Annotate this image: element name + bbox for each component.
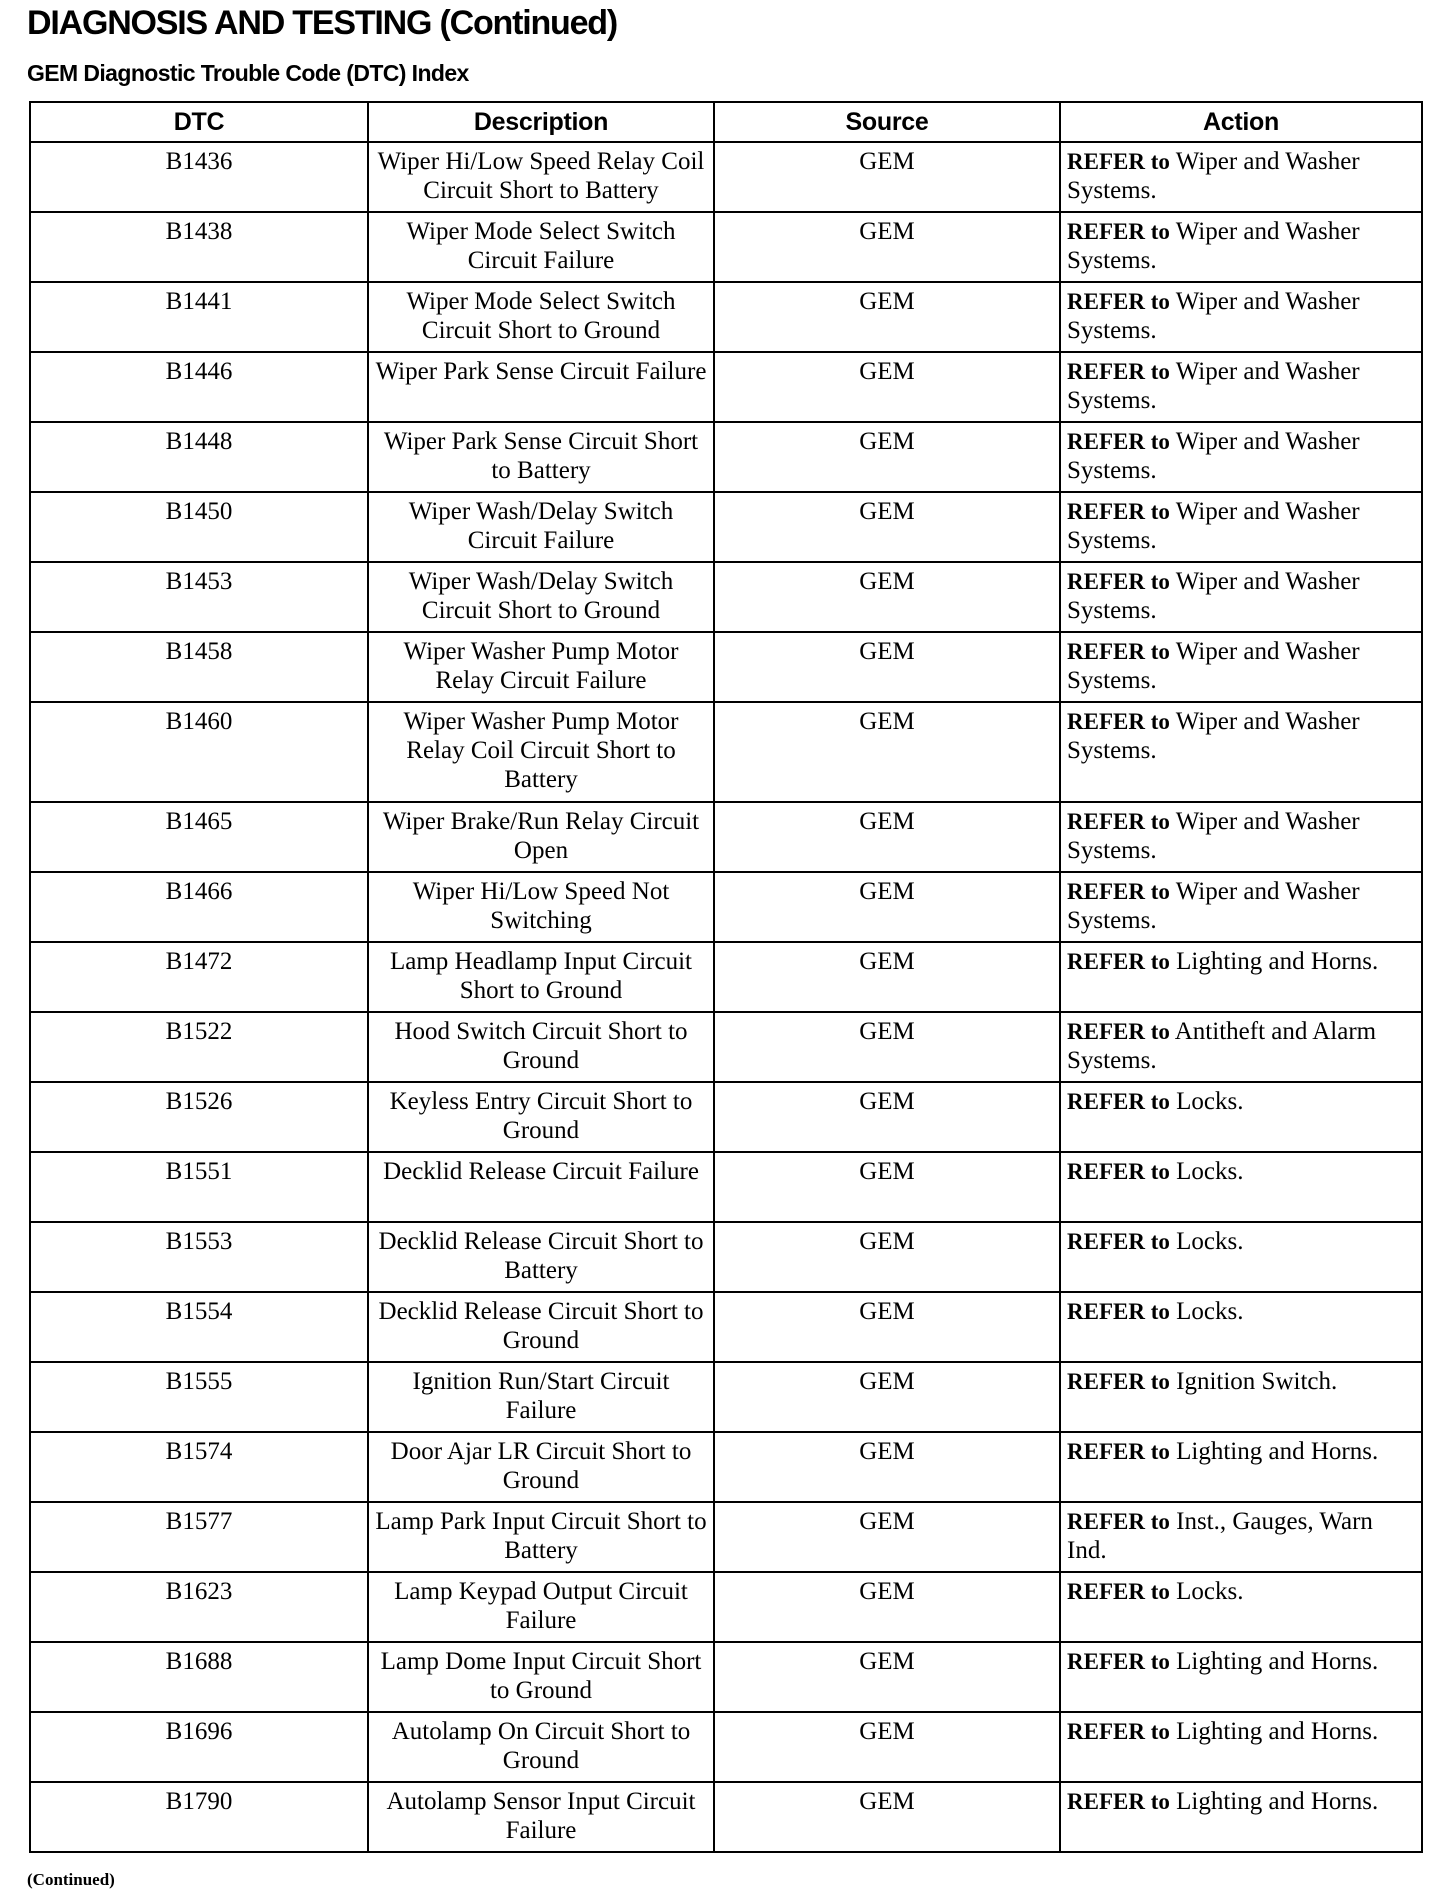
dtc-action bbox=[1060, 282, 1422, 352]
dtc-description: Wiper Brake/Run Relay Circuit Open bbox=[368, 802, 714, 872]
dtc-source: GEM bbox=[714, 632, 1060, 702]
dtc-description: Door Ajar LR Circuit Short to Ground bbox=[368, 1432, 714, 1502]
column-header-source: Source bbox=[714, 102, 1060, 142]
dtc-code: B1438 bbox=[30, 212, 368, 282]
action-target: Locks. bbox=[1176, 1228, 1244, 1255]
action-refer-label: REFER to bbox=[1067, 1089, 1170, 1114]
column-header-dtc: DTC bbox=[30, 102, 368, 142]
table-row bbox=[30, 1152, 1422, 1222]
dtc-source: GEM bbox=[714, 802, 1060, 872]
table-row bbox=[30, 872, 1422, 942]
action-refer-label: REFER to bbox=[1067, 499, 1170, 524]
dtc-description: Decklid Release Circuit Short to Battery bbox=[368, 1222, 714, 1292]
dtc-action bbox=[1060, 942, 1422, 1012]
dtc-description: Ignition Run/Start Circuit Failure bbox=[368, 1362, 714, 1432]
table-body bbox=[30, 142, 1422, 1852]
dtc-action bbox=[1060, 352, 1422, 422]
action-refer-label: REFER to bbox=[1067, 1019, 1170, 1044]
dtc-source: GEM bbox=[714, 282, 1060, 352]
table-row bbox=[30, 1012, 1422, 1082]
dtc-source: GEM bbox=[714, 1782, 1060, 1852]
continued-note: (Continued) bbox=[27, 1870, 115, 1889]
table-row bbox=[30, 212, 1422, 282]
dtc-action bbox=[1060, 632, 1422, 702]
dtc-action bbox=[1060, 1712, 1422, 1782]
action-refer-label: REFER to bbox=[1067, 879, 1170, 904]
action-refer-label: REFER to bbox=[1067, 359, 1170, 384]
dtc-code: B1526 bbox=[30, 1082, 368, 1152]
dtc-code: B1551 bbox=[30, 1152, 368, 1222]
dtc-source: GEM bbox=[714, 352, 1060, 422]
dtc-code: B1441 bbox=[30, 282, 368, 352]
table-row bbox=[30, 1782, 1422, 1852]
table-row bbox=[30, 1222, 1422, 1292]
dtc-action bbox=[1060, 492, 1422, 562]
dtc-source: GEM bbox=[714, 1012, 1060, 1082]
action-target: Antitheft and Alarm Systems. bbox=[1067, 1018, 1377, 1074]
dtc-code: B1448 bbox=[30, 422, 368, 492]
action-refer-label: REFER to bbox=[1067, 289, 1170, 314]
dtc-source: GEM bbox=[714, 872, 1060, 942]
dtc-description: Wiper Mode Select Switch Circuit Failure bbox=[368, 212, 714, 282]
table-row bbox=[30, 1712, 1422, 1782]
table-row bbox=[30, 142, 1422, 212]
action-refer-label: REFER to bbox=[1067, 219, 1170, 244]
dtc-code: B1553 bbox=[30, 1222, 368, 1292]
dtc-action bbox=[1060, 1012, 1422, 1082]
dtc-code: B1458 bbox=[30, 632, 368, 702]
action-target: Lighting and Horns. bbox=[1176, 1648, 1379, 1675]
action-refer-label: REFER to bbox=[1067, 1369, 1170, 1394]
dtc-code: B1696 bbox=[30, 1712, 368, 1782]
dtc-source: GEM bbox=[714, 142, 1060, 212]
action-target: Ignition Switch. bbox=[1176, 1368, 1338, 1395]
dtc-description: Wiper Wash/Delay Switch Circuit Failure bbox=[368, 492, 714, 562]
action-target: Lighting and Horns. bbox=[1176, 1788, 1379, 1815]
action-refer-label: REFER to bbox=[1067, 1229, 1170, 1254]
table-row bbox=[30, 1642, 1422, 1712]
dtc-code: B1436 bbox=[30, 142, 368, 212]
action-target: Wiper and Washer Systems. bbox=[1067, 358, 1360, 414]
column-header-description: Description bbox=[368, 102, 714, 142]
action-refer-label: REFER to bbox=[1067, 1719, 1170, 1744]
dtc-source: GEM bbox=[714, 1712, 1060, 1782]
dtc-description: Decklid Release Circuit Short to Ground bbox=[368, 1292, 714, 1362]
dtc-action bbox=[1060, 212, 1422, 282]
action-target: Lighting and Horns. bbox=[1176, 948, 1379, 975]
dtc-description: Hood Switch Circuit Short to Ground bbox=[368, 1012, 714, 1082]
action-target: Wiper and Washer Systems. bbox=[1067, 808, 1360, 864]
dtc-code: B1450 bbox=[30, 492, 368, 562]
page-title: DIAGNOSIS AND TESTING (Continued) bbox=[27, 4, 617, 42]
dtc-action bbox=[1060, 1292, 1422, 1362]
dtc-description: Autolamp On Circuit Short to Ground bbox=[368, 1712, 714, 1782]
dtc-action bbox=[1060, 1432, 1422, 1502]
dtc-description: Wiper Washer Pump Motor Relay Coil Circuit Short to Battery bbox=[368, 702, 714, 802]
dtc-action bbox=[1060, 1642, 1422, 1712]
table-row bbox=[30, 942, 1422, 1012]
dtc-action bbox=[1060, 422, 1422, 492]
dtc-description: Wiper Hi/Low Speed Not Switching bbox=[368, 872, 714, 942]
dtc-description: Autolamp Sensor Input Circuit Failure bbox=[368, 1782, 714, 1852]
dtc-action bbox=[1060, 1782, 1422, 1852]
dtc-source: GEM bbox=[714, 1222, 1060, 1292]
dtc-action bbox=[1060, 142, 1422, 212]
dtc-code: B1577 bbox=[30, 1502, 368, 1572]
table-row bbox=[30, 802, 1422, 872]
dtc-code: B1522 bbox=[30, 1012, 368, 1082]
dtc-action bbox=[1060, 1152, 1422, 1222]
action-refer-label: REFER to bbox=[1067, 1579, 1170, 1604]
action-refer-label: REFER to bbox=[1067, 709, 1170, 734]
action-refer-label: REFER to bbox=[1067, 429, 1170, 454]
dtc-code: B1446 bbox=[30, 352, 368, 422]
dtc-action bbox=[1060, 1502, 1422, 1572]
dtc-source: GEM bbox=[714, 1502, 1060, 1572]
table-row bbox=[30, 1572, 1422, 1642]
dtc-code: B1555 bbox=[30, 1362, 368, 1432]
table-row bbox=[30, 492, 1422, 562]
action-target: Locks. bbox=[1176, 1578, 1244, 1605]
dtc-description: Wiper Hi/Low Speed Relay Coil Circuit Short to Battery bbox=[368, 142, 714, 212]
dtc-description: Keyless Entry Circuit Short to Ground bbox=[368, 1082, 714, 1152]
dtc-description: Wiper Wash/Delay Switch Circuit Short to Ground bbox=[368, 562, 714, 632]
dtc-code: B1623 bbox=[30, 1572, 368, 1642]
dtc-code: B1790 bbox=[30, 1782, 368, 1852]
dtc-description: Lamp Keypad Output Circuit Failure bbox=[368, 1572, 714, 1642]
dtc-action bbox=[1060, 562, 1422, 632]
dtc-action bbox=[1060, 802, 1422, 872]
action-target: Wiper and Washer Systems. bbox=[1067, 878, 1360, 934]
table-row bbox=[30, 1502, 1422, 1572]
action-refer-label: REFER to bbox=[1067, 809, 1170, 834]
action-target: Locks. bbox=[1176, 1158, 1244, 1185]
dtc-code: B1472 bbox=[30, 942, 368, 1012]
dtc-source: GEM bbox=[714, 702, 1060, 802]
dtc-description: Wiper Washer Pump Motor Relay Circuit Failure bbox=[368, 632, 714, 702]
action-target: Wiper and Washer Systems. bbox=[1067, 428, 1360, 484]
dtc-code: B1554 bbox=[30, 1292, 368, 1362]
action-target: Locks. bbox=[1176, 1298, 1244, 1325]
table-row bbox=[30, 422, 1422, 492]
action-refer-label: REFER to bbox=[1067, 1509, 1170, 1534]
table-row bbox=[30, 1362, 1422, 1432]
action-target: Wiper and Washer Systems. bbox=[1067, 148, 1360, 204]
action-target: Wiper and Washer Systems. bbox=[1067, 498, 1360, 554]
dtc-code: B1465 bbox=[30, 802, 368, 872]
action-target: Wiper and Washer Systems. bbox=[1067, 568, 1360, 624]
dtc-code: B1574 bbox=[30, 1432, 368, 1502]
dtc-description: Wiper Park Sense Circuit Failure bbox=[368, 352, 714, 422]
action-target: Wiper and Washer Systems. bbox=[1067, 288, 1360, 344]
table-row bbox=[30, 352, 1422, 422]
action-refer-label: REFER to bbox=[1067, 149, 1170, 174]
dtc-action bbox=[1060, 1222, 1422, 1292]
dtc-description: Lamp Dome Input Circuit Short to Ground bbox=[368, 1642, 714, 1712]
dtc-code: B1466 bbox=[30, 872, 368, 942]
dtc-source: GEM bbox=[714, 1642, 1060, 1712]
dtc-description: Decklid Release Circuit Failure bbox=[368, 1152, 714, 1222]
dtc-source: GEM bbox=[714, 422, 1060, 492]
column-header-action: Action bbox=[1060, 102, 1422, 142]
dtc-code: B1460 bbox=[30, 702, 368, 802]
action-refer-label: REFER to bbox=[1067, 569, 1170, 594]
table-row bbox=[30, 1082, 1422, 1152]
table-title: GEM Diagnostic Trouble Code (DTC) Index bbox=[27, 60, 469, 86]
dtc-source: GEM bbox=[714, 1082, 1060, 1152]
dtc-code: B1453 bbox=[30, 562, 368, 632]
dtc-action bbox=[1060, 1572, 1422, 1642]
action-refer-label: REFER to bbox=[1067, 1439, 1170, 1464]
table-header-row bbox=[30, 102, 1422, 142]
table-row bbox=[30, 1292, 1422, 1362]
table-row bbox=[30, 1432, 1422, 1502]
dtc-action bbox=[1060, 1362, 1422, 1432]
action-refer-label: REFER to bbox=[1067, 949, 1170, 974]
dtc-description: Wiper Mode Select Switch Circuit Short to Ground bbox=[368, 282, 714, 352]
dtc-description: Lamp Headlamp Input Circuit Short to Ground bbox=[368, 942, 714, 1012]
dtc-source: GEM bbox=[714, 1572, 1060, 1642]
action-refer-label: REFER to bbox=[1067, 1159, 1170, 1184]
action-target: Wiper and Washer Systems. bbox=[1067, 708, 1360, 764]
dtc-source: GEM bbox=[714, 942, 1060, 1012]
action-refer-label: REFER to bbox=[1067, 1299, 1170, 1324]
dtc-index-table bbox=[29, 101, 1423, 1853]
dtc-source: GEM bbox=[714, 212, 1060, 282]
dtc-action bbox=[1060, 702, 1422, 802]
action-target: Inst., Gauges, Warn Ind. bbox=[1067, 1508, 1373, 1564]
action-target: Lighting and Horns. bbox=[1176, 1718, 1379, 1745]
action-target: Wiper and Washer Systems. bbox=[1067, 638, 1360, 694]
dtc-source: GEM bbox=[714, 1362, 1060, 1432]
dtc-action bbox=[1060, 872, 1422, 942]
dtc-action bbox=[1060, 1082, 1422, 1152]
dtc-source: GEM bbox=[714, 1432, 1060, 1502]
table-row bbox=[30, 562, 1422, 632]
action-target: Locks. bbox=[1176, 1088, 1244, 1115]
dtc-source: GEM bbox=[714, 1152, 1060, 1222]
action-target: Lighting and Horns. bbox=[1176, 1438, 1379, 1465]
dtc-code: B1688 bbox=[30, 1642, 368, 1712]
action-refer-label: REFER to bbox=[1067, 1789, 1170, 1814]
dtc-source: GEM bbox=[714, 562, 1060, 632]
dtc-description: Lamp Park Input Circuit Short to Battery bbox=[368, 1502, 714, 1572]
table-row bbox=[30, 632, 1422, 702]
action-target: Wiper and Washer Systems. bbox=[1067, 218, 1360, 274]
dtc-description: Wiper Park Sense Circuit Short to Battery bbox=[368, 422, 714, 492]
dtc-source: GEM bbox=[714, 492, 1060, 562]
action-refer-label: REFER to bbox=[1067, 639, 1170, 664]
dtc-source: GEM bbox=[714, 1292, 1060, 1362]
table-row bbox=[30, 282, 1422, 352]
action-refer-label: REFER to bbox=[1067, 1649, 1170, 1674]
table-row bbox=[30, 702, 1422, 802]
